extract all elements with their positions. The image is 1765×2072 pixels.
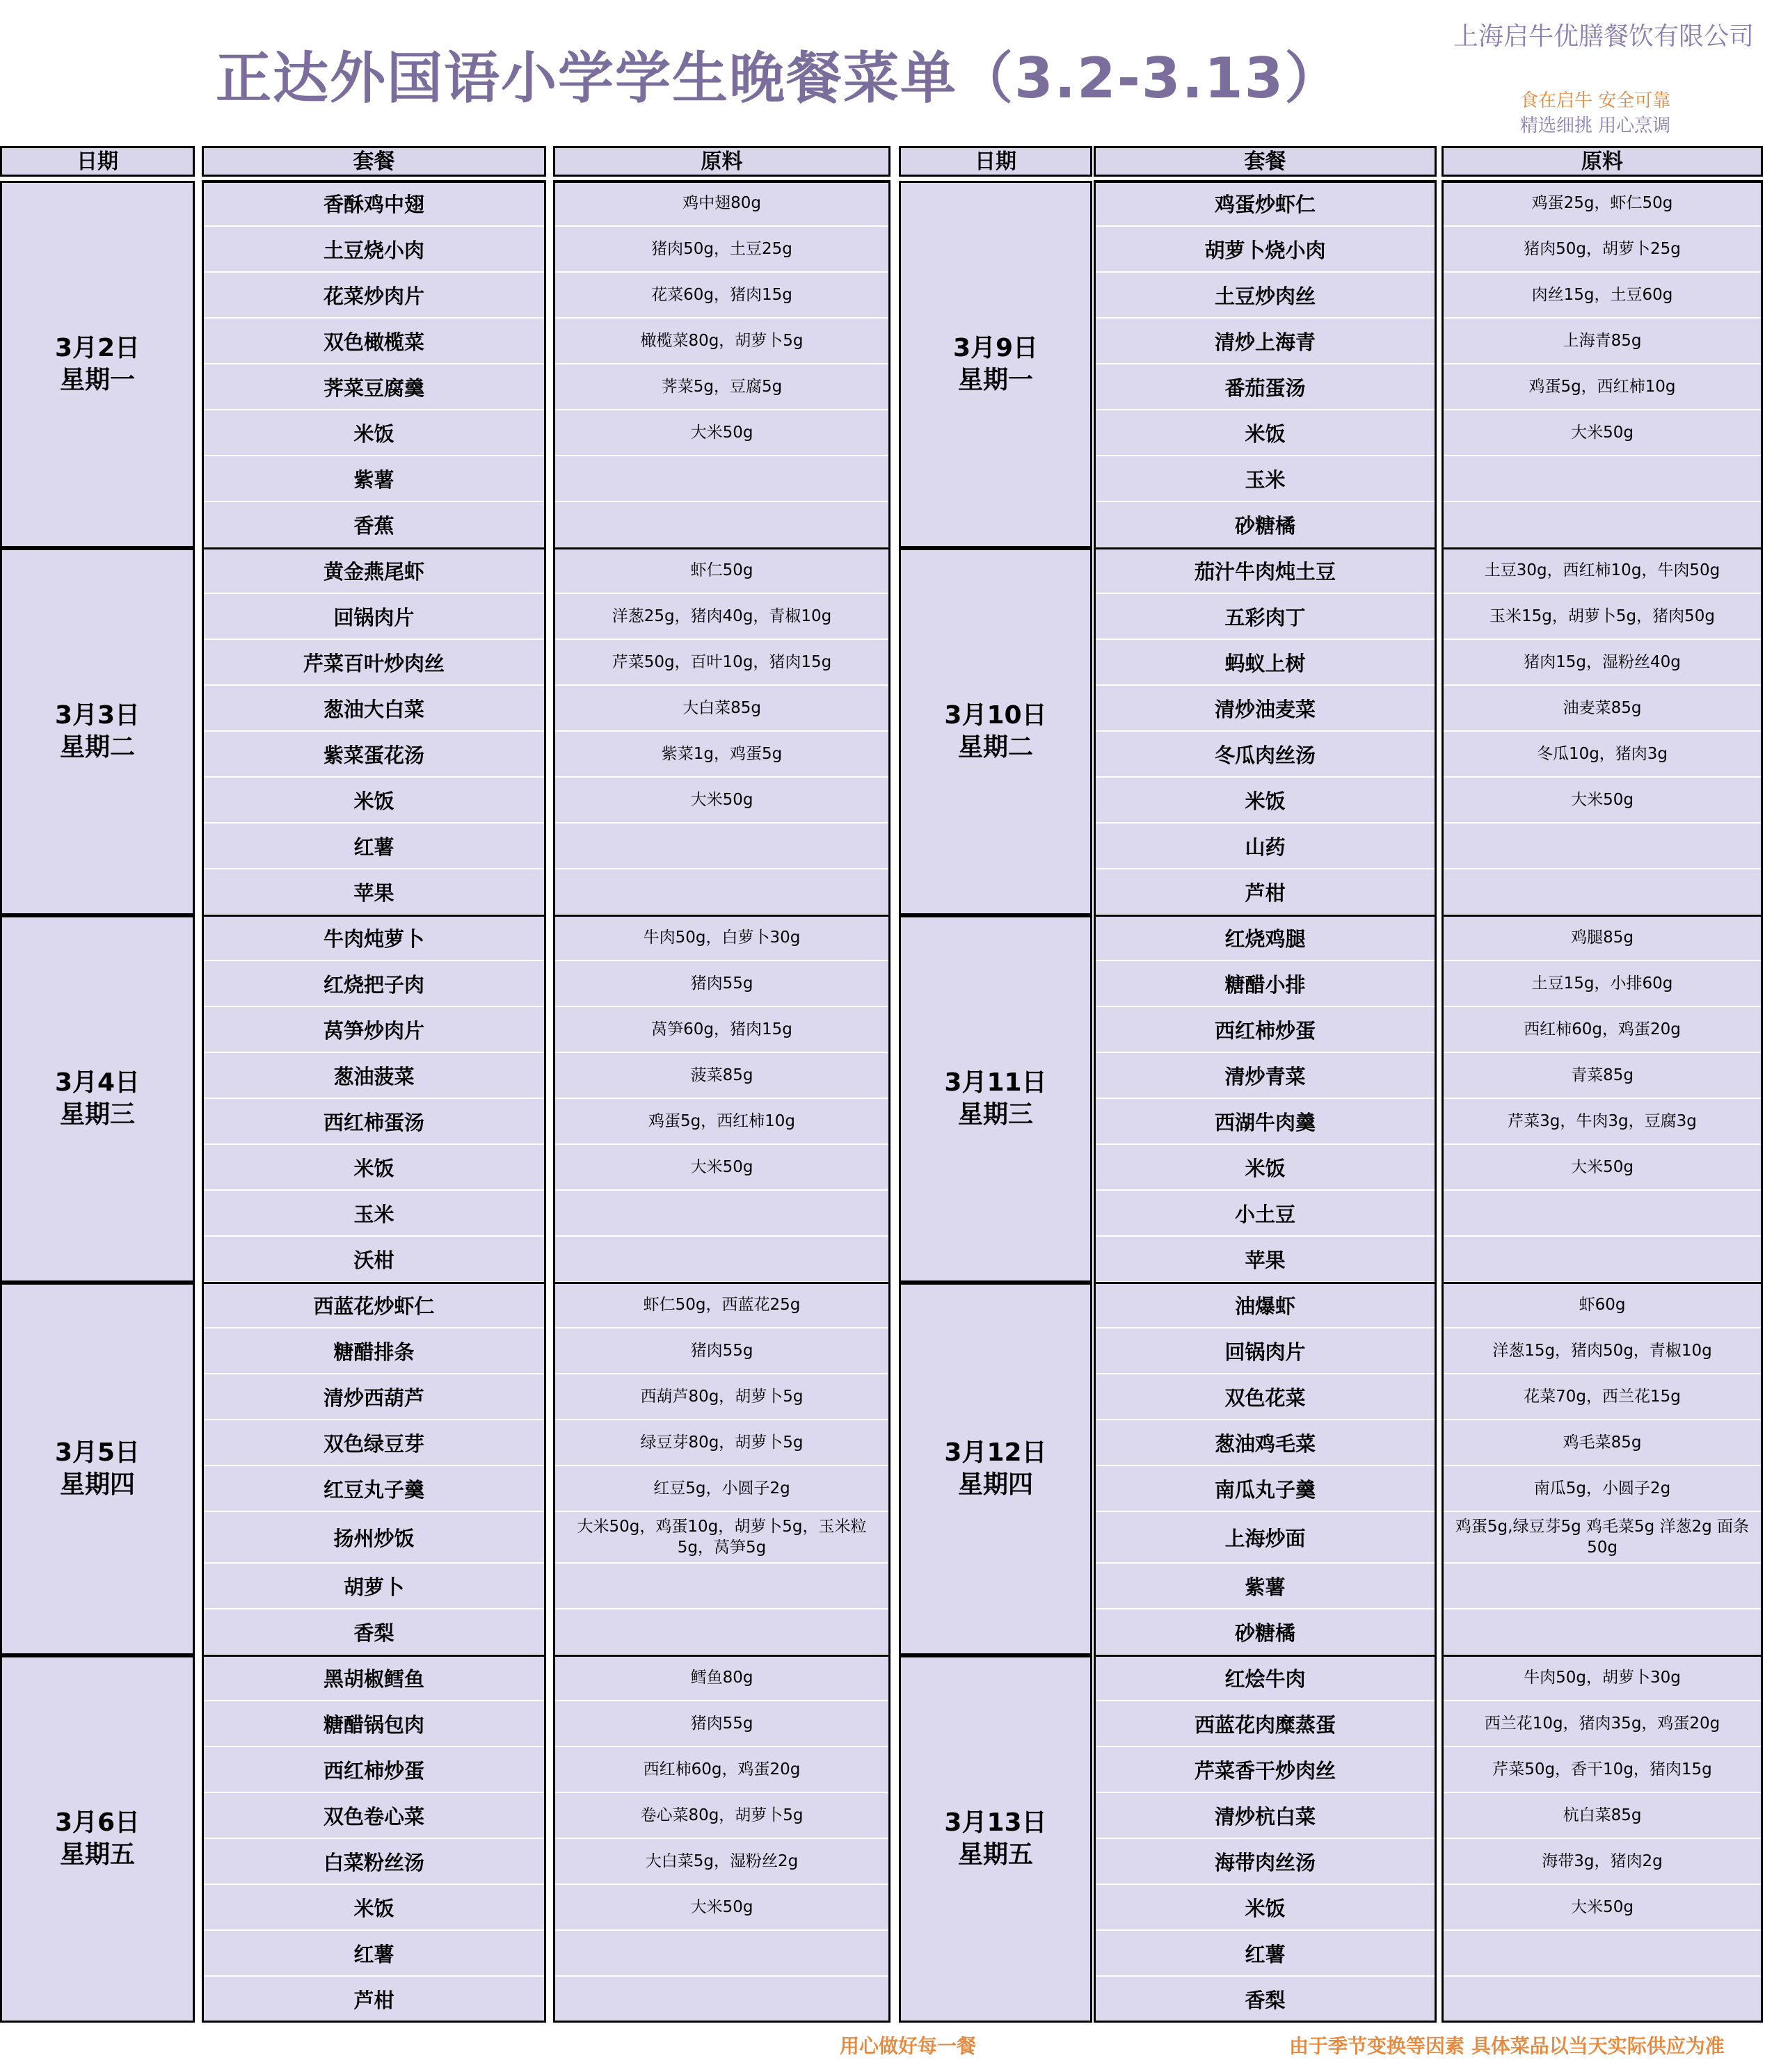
menu-ingredients: 杭白菜85g <box>1441 1793 1763 1839</box>
menu-ingredients: 洋葱25g，猪肉40g，青椒10g <box>553 594 891 640</box>
menu-ingredients: 绿豆芽80g，胡萝卜5g <box>553 1420 891 1466</box>
menu-ingredients: 大米50g <box>553 410 891 456</box>
menu-ingredients: 猪肉55g <box>553 1328 891 1374</box>
menu-dish: 糖醋锅包肉 <box>202 1701 546 1747</box>
menu-ingredients: 南瓜5g，小圆子2g <box>1441 1466 1763 1512</box>
group-divider <box>553 915 891 917</box>
menu-dish: 紫菜蛋花汤 <box>202 732 546 778</box>
menu-ingredients: 菠菜85g <box>553 1053 891 1099</box>
menu-ingredients: 土豆15g，小排60g <box>1441 961 1763 1007</box>
day-date: 3月2日 <box>54 334 141 362</box>
header-ingredients: 原料 <box>553 146 891 177</box>
group-divider <box>1441 180 1763 182</box>
day-weekday: 星期五 <box>957 1840 1033 1869</box>
menu-dish: 红豆丸子羹 <box>202 1466 546 1512</box>
menu-dish: 芹菜百叶炒肉丝 <box>202 640 546 686</box>
header-date: 日期 <box>899 146 1092 177</box>
menu-ingredients: 鸡毛菜85g <box>1441 1420 1763 1466</box>
menu-ingredients: 西葫芦80g，胡萝卜5g <box>553 1374 891 1420</box>
menu-dish: 冬瓜肉丝汤 <box>1094 732 1437 778</box>
menu-dish: 双色橄榄菜 <box>202 319 546 364</box>
group-divider <box>1441 1655 1763 1657</box>
menu-ingredients <box>553 502 891 548</box>
group-divider <box>202 547 546 549</box>
day-weekday: 星期二 <box>59 733 135 762</box>
menu-ingredients: 大米50g <box>553 1145 891 1191</box>
menu-dish: 五彩肉丁 <box>1094 594 1437 640</box>
menu-dish: 米饭 <box>1094 410 1437 456</box>
menu-table-week-1 <box>0 146 891 2024</box>
group-divider <box>1094 1282 1437 1284</box>
menu-ingredients <box>1441 1237 1763 1283</box>
day-date: 3月9日 <box>952 334 1039 362</box>
page-title: 正达外国语小学学生晚餐菜单（3.2-3.13） <box>216 46 1342 111</box>
menu-ingredients: 海带3g，猪肉2g <box>1441 1839 1763 1885</box>
menu-dish: 米饭 <box>202 1885 546 1931</box>
menu-ingredients: 鸡腿85g <box>1441 915 1763 961</box>
menu-dish: 米饭 <box>202 1145 546 1191</box>
day-date-cell <box>899 1283 1092 1655</box>
menu-dish: 蚂蚁上树 <box>1094 640 1437 686</box>
header-date: 日期 <box>0 146 195 177</box>
menu-ingredients: 洋葱15g，猪肉50g，青椒10g <box>1441 1328 1763 1374</box>
menu-dish: 沃柑 <box>202 1237 546 1283</box>
menu-ingredients <box>553 456 891 502</box>
header-meal: 套餐 <box>1094 146 1437 177</box>
menu-ingredients: 橄榄菜80g，胡萝卜5g <box>553 319 891 364</box>
day-weekday: 星期二 <box>957 733 1033 762</box>
company-slogan-1: 食在启牛 安全可靠 <box>1520 90 1671 111</box>
day-weekday: 星期三 <box>957 1100 1033 1129</box>
menu-ingredients: 鸡蛋5g，西红柿10g <box>1441 364 1763 410</box>
header-meal: 套餐 <box>202 146 546 177</box>
menu-ingredients: 花菜60g，猪肉15g <box>553 273 891 319</box>
menu-ingredients: 虾60g <box>1441 1283 1763 1328</box>
menu-ingredients: 青菜85g <box>1441 1053 1763 1099</box>
menu-ingredients: 鸡蛋25g，虾仁50g <box>1441 181 1763 227</box>
menu-dish: 南瓜丸子羹 <box>1094 1466 1437 1512</box>
menu-ingredients: 肉丝15g，土豆60g <box>1441 273 1763 319</box>
menu-dish: 香梨 <box>202 1609 546 1655</box>
menu-ingredients: 大白菜5g，湿粉丝2g <box>553 1839 891 1885</box>
group-divider <box>1094 915 1437 917</box>
menu-dish: 西红柿蛋汤 <box>202 1099 546 1145</box>
menu-dish: 米饭 <box>202 778 546 824</box>
menu-ingredients <box>553 1609 891 1655</box>
menu-dish: 荠菜豆腐羹 <box>202 364 546 410</box>
menu-ingredients <box>553 1977 891 2023</box>
menu-ingredients: 油麦菜85g <box>1441 686 1763 732</box>
menu-ingredients: 紫菜1g，鸡蛋5g <box>553 732 891 778</box>
menu-ingredients: 西红柿60g，鸡蛋20g <box>553 1747 891 1793</box>
menu-ingredients: 西兰花10g，猪肉35g，鸡蛋20g <box>1441 1701 1763 1747</box>
day-date-cell <box>0 915 195 1283</box>
menu-dish: 糖醋小排 <box>1094 961 1437 1007</box>
menu-ingredients <box>1441 1191 1763 1237</box>
menu-dish: 西蓝花炒虾仁 <box>202 1283 546 1328</box>
menu-ingredients <box>1441 824 1763 869</box>
menu-dish: 鸡蛋炒虾仁 <box>1094 181 1437 227</box>
menu-ingredients: 大米50g <box>553 1885 891 1931</box>
menu-ingredients: 大米50g <box>1441 778 1763 824</box>
menu-ingredients <box>1441 1564 1763 1609</box>
menu-dish: 牛肉炖萝卜 <box>202 915 546 961</box>
menu-dish: 山药 <box>1094 824 1437 869</box>
menu-ingredients: 鸡中翅80g <box>553 181 891 227</box>
day-date-cell <box>0 1655 195 2023</box>
menu-ingredients: 大米50g <box>553 778 891 824</box>
menu-dish: 芦柑 <box>1094 869 1437 915</box>
day-date: 3月10日 <box>944 701 1047 730</box>
menu-ingredients: 土豆30g，西红柿10g，牛肉50g <box>1441 548 1763 594</box>
menu-ingredients: 芹菜50g，香干10g，猪肉15g <box>1441 1747 1763 1793</box>
day-date-cell <box>899 1655 1092 2023</box>
menu-dish: 白菜粉丝汤 <box>202 1839 546 1885</box>
menu-ingredients: 玉米15g，胡萝卜5g，猪肉50g <box>1441 594 1763 640</box>
group-divider <box>553 180 891 182</box>
menu-ingredients <box>553 1931 891 1977</box>
menu-ingredients <box>553 1237 891 1283</box>
day-weekday: 星期一 <box>957 366 1033 394</box>
menu-ingredients: 鳕鱼80g <box>553 1655 891 1701</box>
menu-ingredients <box>553 1191 891 1237</box>
menu-dish: 扬州炒饭 <box>202 1512 546 1564</box>
menu-ingredients: 大白菜85g <box>553 686 891 732</box>
menu-ingredients: 芹菜3g，牛肉3g，豆腐3g <box>1441 1099 1763 1145</box>
menu-dish: 米饭 <box>202 410 546 456</box>
menu-ingredients: 猪肉55g <box>553 961 891 1007</box>
menu-ingredients: 大米50g <box>1441 1885 1763 1931</box>
menu-dish: 双色花菜 <box>1094 1374 1437 1420</box>
menu-dish: 胡萝卜 <box>202 1564 546 1609</box>
menu-dish: 红薯 <box>1094 1931 1437 1977</box>
menu-dish: 清炒西葫芦 <box>202 1374 546 1420</box>
day-date-cell <box>0 548 195 915</box>
menu-ingredients: 猪肉50g，土豆25g <box>553 227 891 273</box>
menu-dish: 砂糖橘 <box>1094 502 1437 548</box>
day-weekday: 星期一 <box>59 366 135 394</box>
menu-dish: 西红柿炒蛋 <box>1094 1007 1437 1053</box>
menu-ingredients: 西红柿60g，鸡蛋20g <box>1441 1007 1763 1053</box>
menu-dish: 西红柿炒蛋 <box>202 1747 546 1793</box>
menu-ingredients <box>1441 1977 1763 2023</box>
group-divider <box>202 1655 546 1657</box>
day-date-cell <box>899 548 1092 915</box>
menu-dish: 胡萝卜烧小肉 <box>1094 227 1437 273</box>
menu-dish: 香梨 <box>1094 1977 1437 2023</box>
menu-dish: 红烧把子肉 <box>202 961 546 1007</box>
menu-dish: 黄金燕尾虾 <box>202 548 546 594</box>
company-name: 上海启牛优膳餐饮有限公司 <box>1453 22 1754 51</box>
menu-dish: 芹菜香干炒肉丝 <box>1094 1747 1437 1793</box>
group-divider <box>553 1655 891 1657</box>
menu-ingredients <box>553 1564 891 1609</box>
menu-dish: 玉米 <box>202 1191 546 1237</box>
menu-dish: 西蓝花肉糜蒸蛋 <box>1094 1701 1437 1747</box>
menu-ingredients <box>553 869 891 915</box>
menu-ingredients: 鸡蛋5g,绿豆芽5g 鸡毛菜5g 洋葱2g 面条50g <box>1441 1512 1763 1564</box>
menu-dish: 糖醋排条 <box>202 1328 546 1374</box>
menu-dish: 红烩牛肉 <box>1094 1655 1437 1701</box>
menu-dish: 苹果 <box>202 869 546 915</box>
menu-dish: 香蕉 <box>202 502 546 548</box>
day-date: 3月11日 <box>944 1068 1047 1097</box>
day-weekday: 星期四 <box>957 1470 1033 1499</box>
group-divider <box>553 547 891 549</box>
menu-dish: 葱油大白菜 <box>202 686 546 732</box>
menu-dish: 葱油鸡毛菜 <box>1094 1420 1437 1466</box>
menu-dish: 花菜炒肉片 <box>202 273 546 319</box>
day-date-cell <box>899 181 1092 548</box>
menu-dish: 黑胡椒鳕鱼 <box>202 1655 546 1701</box>
menu-ingredients: 猪肉50g，胡萝卜25g <box>1441 227 1763 273</box>
menu-ingredients: 猪肉55g <box>553 1701 891 1747</box>
group-divider <box>1441 547 1763 549</box>
group-divider <box>1441 915 1763 917</box>
day-date-cell <box>0 1283 195 1655</box>
group-divider <box>1441 1282 1763 1284</box>
group-divider <box>1094 180 1437 182</box>
menu-dish: 清炒青菜 <box>1094 1053 1437 1099</box>
day-date: 3月12日 <box>944 1438 1047 1467</box>
company-slogan-2: 精选细挑 用心烹调 <box>1520 115 1671 136</box>
menu-ingredients <box>1441 456 1763 502</box>
menu-dish: 回锅肉片 <box>202 594 546 640</box>
menu-ingredients: 芹菜50g，百叶10g，猪肉15g <box>553 640 891 686</box>
menu-ingredients: 莴笋60g，猪肉15g <box>553 1007 891 1053</box>
group-divider <box>202 1282 546 1284</box>
menu-dish: 莴笋炒肉片 <box>202 1007 546 1053</box>
menu-dish: 紫薯 <box>202 456 546 502</box>
day-date: 3月5日 <box>54 1438 141 1467</box>
menu-ingredients: 荠菜5g，豆腐5g <box>553 364 891 410</box>
menu-dish: 芦柑 <box>202 1977 546 2023</box>
menu-ingredients: 虾仁50g，西蓝花25g <box>553 1283 891 1328</box>
menu-ingredients: 红豆5g，小圆子2g <box>553 1466 891 1512</box>
menu-ingredients: 上海青85g <box>1441 319 1763 364</box>
day-weekday: 星期五 <box>59 1840 135 1869</box>
menu-ingredients <box>1441 502 1763 548</box>
menu-dish: 红薯 <box>202 1931 546 1977</box>
menu-dish: 紫薯 <box>1094 1564 1437 1609</box>
day-date-cell <box>899 915 1092 1283</box>
menu-dish: 回锅肉片 <box>1094 1328 1437 1374</box>
day-date: 3月4日 <box>54 1068 141 1097</box>
menu-dish: 红烧鸡腿 <box>1094 915 1437 961</box>
menu-ingredients: 猪肉15g，湿粉丝40g <box>1441 640 1763 686</box>
menu-dish: 土豆炒肉丝 <box>1094 273 1437 319</box>
menu-dish: 双色卷心菜 <box>202 1793 546 1839</box>
menu-ingredients: 虾仁50g <box>553 548 891 594</box>
group-divider <box>202 915 546 917</box>
group-divider <box>202 180 546 182</box>
menu-dish: 番茄蛋汤 <box>1094 364 1437 410</box>
group-divider <box>1094 547 1437 549</box>
day-weekday: 星期三 <box>59 1100 135 1129</box>
menu-ingredients: 牛肉50g，胡萝卜30g <box>1441 1655 1763 1701</box>
menu-dish: 苹果 <box>1094 1237 1437 1283</box>
menu-dish: 上海炒面 <box>1094 1512 1437 1564</box>
day-date-cell <box>0 181 195 548</box>
menu-ingredients <box>1441 869 1763 915</box>
footer-left-note: 用心做好每一餐 <box>840 2034 977 2057</box>
day-date: 3月13日 <box>944 1808 1047 1837</box>
menu-dish: 清炒上海青 <box>1094 319 1437 364</box>
menu-ingredients <box>553 824 891 869</box>
menu-ingredients: 大米50g，鸡蛋10g，胡萝卜5g，玉米粒5g，莴笋5g <box>553 1512 891 1564</box>
menu-dish: 清炒油麦菜 <box>1094 686 1437 732</box>
menu-dish: 小土豆 <box>1094 1191 1437 1237</box>
menu-ingredients <box>1441 1931 1763 1977</box>
menu-ingredients: 花菜70g，西兰花15g <box>1441 1374 1763 1420</box>
menu-dish: 葱油菠菜 <box>202 1053 546 1099</box>
menu-ingredients: 大米50g <box>1441 1145 1763 1191</box>
menu-table-week-2 <box>899 146 1763 2024</box>
menu-dish: 砂糖橘 <box>1094 1609 1437 1655</box>
menu-dish: 香酥鸡中翅 <box>202 181 546 227</box>
menu-ingredients: 鸡蛋5g，西红柿10g <box>553 1099 891 1145</box>
menu-dish: 茄汁牛肉炖土豆 <box>1094 548 1437 594</box>
menu-dish: 米饭 <box>1094 778 1437 824</box>
menu-dish: 西湖牛肉羹 <box>1094 1099 1437 1145</box>
day-date: 3月6日 <box>54 1808 141 1837</box>
group-divider <box>553 1282 891 1284</box>
header-ingredients: 原料 <box>1441 146 1763 177</box>
menu-dish: 红薯 <box>202 824 546 869</box>
menu-dish: 米饭 <box>1094 1145 1437 1191</box>
menu-ingredients <box>1441 1609 1763 1655</box>
group-divider <box>1094 1655 1437 1657</box>
footer-right-note: 由于季节变换等因素 具体菜品以当天实际供应为准 <box>1289 2034 1725 2057</box>
menu-dish: 油爆虾 <box>1094 1283 1437 1328</box>
menu-dish: 清炒杭白菜 <box>1094 1793 1437 1839</box>
menu-dish: 土豆烧小肉 <box>202 227 546 273</box>
menu-dish: 双色绿豆芽 <box>202 1420 546 1466</box>
day-weekday: 星期四 <box>59 1470 135 1499</box>
menu-dish: 玉米 <box>1094 456 1437 502</box>
menu-ingredients: 大米50g <box>1441 410 1763 456</box>
menu-ingredients: 牛肉50g，白萝卜30g <box>553 915 891 961</box>
menu-dish: 海带肉丝汤 <box>1094 1839 1437 1885</box>
menu-ingredients: 冬瓜10g，猪肉3g <box>1441 732 1763 778</box>
day-date: 3月3日 <box>54 701 141 730</box>
menu-dish: 米饭 <box>1094 1885 1437 1931</box>
menu-ingredients: 卷心菜80g，胡萝卜5g <box>553 1793 891 1839</box>
